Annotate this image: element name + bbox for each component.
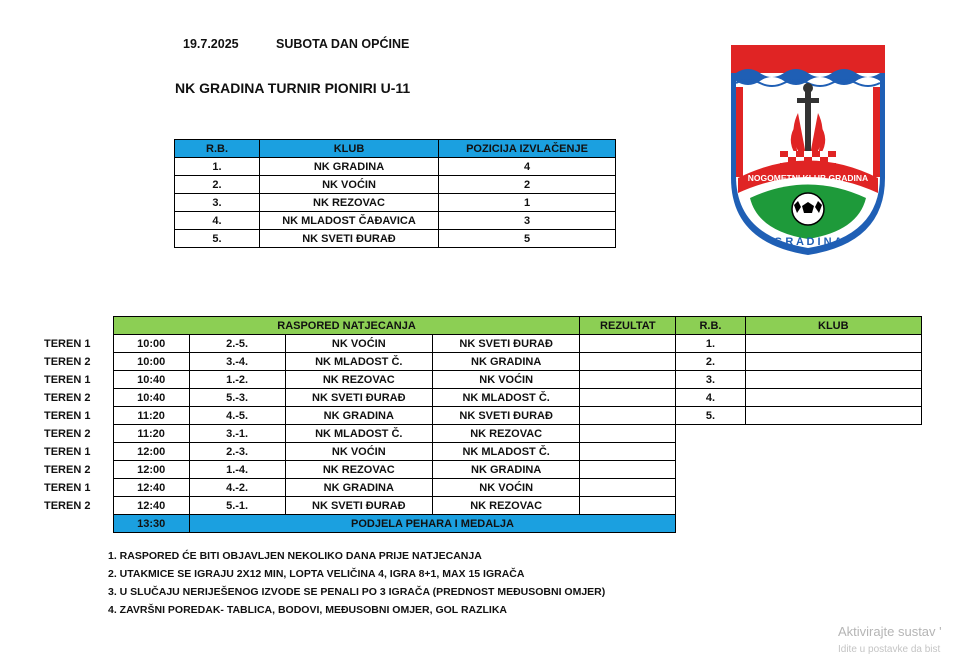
note-item: 2. UTAKMICE SE IGRAJU 2X12 MIN, LOPTA VELIČINA 4, IGRA 8+1, MAX 15 IGRAČA	[108, 568, 525, 580]
draw-rb: 5.	[175, 230, 260, 248]
note-item: 3. U SLUČAJU NERIJEŠENOG IZVODE SE PENALI PO 3 IGRAČA (PREDNOST MEĐUSOBNI OMJER)	[108, 586, 606, 598]
note-item: 4. ZAVRŠNI POREDAK- TABLICA, BODOVI, MEĐUSOBNI OMJER, GOL RAZLIKA	[108, 604, 508, 616]
match-home: NK VOĆIN	[285, 335, 432, 353]
match-away: NK SVETI ĐURAĐ	[432, 407, 579, 425]
empty-cell	[676, 497, 745, 515]
draw-club: NK MLADOST ČAĐAVICA	[260, 212, 439, 230]
teren-label: TEREN 2	[44, 355, 91, 368]
empty-cell	[676, 479, 745, 497]
match-result	[580, 353, 676, 371]
table-row	[44, 389, 922, 407]
match-away: NK GRADINA	[432, 461, 579, 479]
match-time: 10:40	[113, 371, 189, 389]
date-label: 19.7.2025	[183, 37, 239, 51]
table-row	[44, 479, 922, 497]
ranking-rb: 2.	[676, 353, 745, 371]
draw-rb: 4.	[175, 212, 260, 230]
match-home: NK VOĆIN	[285, 443, 432, 461]
ranking-club	[745, 371, 921, 389]
match-result	[580, 407, 676, 425]
match-pair: 2.-3.	[189, 443, 285, 461]
teren-label: TEREN 2	[44, 427, 91, 440]
teren-label: TEREN 2	[44, 499, 91, 512]
ranking-rb: 1.	[676, 335, 745, 353]
draw-club: NK SVETI ĐURAĐ	[260, 230, 439, 248]
match-home: NK MLADOST Č.	[285, 425, 432, 443]
table-row	[175, 158, 616, 176]
match-result	[580, 461, 676, 479]
match-time: 11:20	[113, 407, 189, 425]
match-time: 12:40	[113, 497, 189, 515]
draw-rb: 3.	[175, 194, 260, 212]
empty-cell	[676, 461, 745, 479]
match-result	[580, 335, 676, 353]
ranking-club	[745, 407, 921, 425]
table-row	[175, 194, 616, 212]
ranking-rb: 5.	[676, 407, 745, 425]
ranking-club	[745, 335, 921, 353]
teren-label: TEREN 1	[44, 337, 91, 350]
match-pair: 5.-1.	[189, 497, 285, 515]
table-row	[44, 371, 922, 389]
match-pair: 3.-4.	[189, 353, 285, 371]
match-time: 11:20	[113, 425, 189, 443]
match-time: 12:00	[113, 443, 189, 461]
event-label: SUBOTA DAN OPĆINE	[276, 37, 410, 51]
club-logo	[728, 43, 888, 258]
teren-label: TEREN 2	[44, 391, 91, 404]
schedule-header-spacer	[44, 317, 113, 335]
draw-header-position: POZICIJA IZVLAČENJE	[439, 140, 616, 158]
match-pair: 4.-2.	[189, 479, 285, 497]
schedule-header-row	[44, 317, 922, 335]
table-row	[44, 461, 922, 479]
match-pair: 3.-1.	[189, 425, 285, 443]
match-pair: 2.-5.	[189, 335, 285, 353]
draw-position: 5	[439, 230, 616, 248]
draw-club: NK REZOVAC	[260, 194, 439, 212]
club-crest-icon	[728, 43, 888, 258]
table-row	[44, 497, 922, 515]
empty-cell	[745, 515, 921, 533]
match-pair: 5.-3.	[189, 389, 285, 407]
match-result	[580, 389, 676, 407]
match-result	[580, 497, 676, 515]
empty-cell	[676, 425, 745, 443]
draw-rb: 2.	[175, 176, 260, 194]
match-home: NK GRADINA	[285, 407, 432, 425]
match-home: NK SVETI ĐURAĐ	[285, 389, 432, 407]
draw-position: 1	[439, 194, 616, 212]
empty-cell	[745, 497, 921, 515]
ranking-rb: 4.	[676, 389, 745, 407]
schedule-header: RASPORED NATJECANJA	[113, 317, 580, 335]
draw-rb: 1.	[175, 158, 260, 176]
teren-label: TEREN 1	[44, 481, 91, 494]
activation-watermark-sub: Idite u postavke da bist	[838, 644, 941, 655]
ranking-rb-header: R.B.	[676, 317, 745, 335]
match-time: 10:00	[113, 335, 189, 353]
notes-list	[108, 547, 605, 619]
result-header: REZULTAT	[580, 317, 676, 335]
draw-club: NK VOĆIN	[260, 176, 439, 194]
logo-arc-text: NOGOMETNI KLUB GRADINA	[747, 173, 869, 183]
match-home: NK REZOVAC	[285, 461, 432, 479]
match-home: NK GRADINA	[285, 479, 432, 497]
match-pair: 1.-2.	[189, 371, 285, 389]
draw-position: 3	[439, 212, 616, 230]
table-row	[44, 443, 922, 461]
table-row	[44, 353, 922, 371]
empty-cell	[745, 461, 921, 479]
draw-header-rb: R.B.	[175, 140, 260, 158]
match-time: 10:00	[113, 353, 189, 371]
match-home: NK REZOVAC	[285, 371, 432, 389]
match-away: NK REZOVAC	[432, 425, 579, 443]
empty-cell	[745, 443, 921, 461]
draw-header-club: KLUB	[260, 140, 439, 158]
teren-label: TEREN 1	[44, 373, 91, 386]
match-away: NK SVETI ĐURAĐ	[432, 335, 579, 353]
match-pair: 1.-4.	[189, 461, 285, 479]
draw-table	[174, 139, 616, 248]
empty-cell	[745, 479, 921, 497]
match-result	[580, 425, 676, 443]
match-away: NK MLADOST Č.	[432, 443, 579, 461]
match-away: NK GRADINA	[432, 353, 579, 371]
final-label: PODJELA PEHARA I MEDALJA	[189, 515, 676, 533]
match-pair: 4.-5.	[189, 407, 285, 425]
empty-cell	[44, 515, 113, 533]
match-result	[580, 371, 676, 389]
teren-label: TEREN 1	[44, 409, 91, 422]
match-away: NK VOĆIN	[432, 371, 579, 389]
schedule-table	[44, 316, 922, 533]
table-row	[175, 212, 616, 230]
table-row	[44, 407, 922, 425]
match-away: NK VOĆIN	[432, 479, 579, 497]
activation-watermark: Aktivirajte sustav '	[838, 624, 942, 639]
match-home: NK SVETI ĐURAĐ	[285, 497, 432, 515]
match-time: 12:00	[113, 461, 189, 479]
match-away: NK MLADOST Č.	[432, 389, 579, 407]
match-result	[580, 479, 676, 497]
final-row	[44, 515, 922, 533]
match-time: 10:40	[113, 389, 189, 407]
final-time: 13:30	[113, 515, 189, 533]
draw-position: 2	[439, 176, 616, 194]
note-item: 1. RASPORED ĆE BITI OBJAVLJEN NEKOLIKO DANA PRIJE NATJECANJA	[108, 550, 482, 562]
page-title: NK GRADINA TURNIR PIONIRI U-11	[175, 80, 411, 96]
table-row	[44, 335, 922, 353]
ranking-club	[745, 353, 921, 371]
match-result	[580, 443, 676, 461]
table-row	[44, 425, 922, 443]
logo-bottom-text: G R A D I N A	[773, 236, 843, 248]
empty-cell	[676, 443, 745, 461]
match-home: NK MLADOST Č.	[285, 353, 432, 371]
draw-table-header	[175, 140, 616, 158]
table-row	[175, 176, 616, 194]
ranking-club-header: KLUB	[745, 317, 921, 335]
draw-position: 4	[439, 158, 616, 176]
teren-label: TEREN 1	[44, 445, 91, 458]
ranking-rb: 3.	[676, 371, 745, 389]
table-row	[175, 230, 616, 248]
ranking-club	[745, 389, 921, 407]
match-away: NK REZOVAC	[432, 497, 579, 515]
match-time: 12:40	[113, 479, 189, 497]
empty-cell	[745, 425, 921, 443]
draw-club: NK GRADINA	[260, 158, 439, 176]
teren-label: TEREN 2	[44, 463, 91, 476]
empty-cell	[676, 515, 745, 533]
